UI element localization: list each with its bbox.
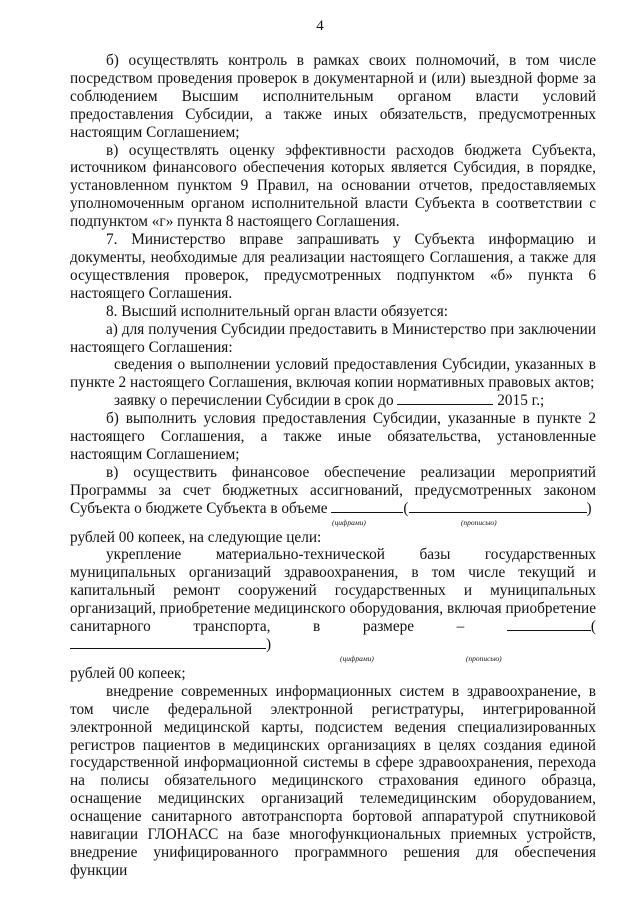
paragraph-it-systems: внедрение современных информационных систем в здравоохранение, в том числе федеральной электронной регистратуры, интегрированной электронной медицинской карты, подсистем ведения специализированных регистров пациентов в медицинских организациях в целях создания единой государственной информационной системы в сфере здравоохранения, перехода на полисы обязательного медицинского страхования единого образца, оснащение медицинских организаций телемедицинским оборудованием, оснащение санитарного автотранспорта бортовой аппаратурой спутниковой навигации ГЛОНАСС на базе многофункциональных приемных устройств, внедрение унифицированного программного решения для обеспечения функции <box>70 682 596 879</box>
paragraph-7: 7. Министерство вправе запрашивать у Субъекта информацию и документы, необходимые для реализации настоящего Соглашения, а также для осуществления проверок, предусмотренных подпунктом «б» пункта 6 настоящего Соглашения. <box>70 231 596 302</box>
deadline-date-blank <box>397 392 493 405</box>
paragraph-8: 8. Высший исполнительный орган власти обязуется: <box>106 302 449 320</box>
equipment-digits-blank <box>507 618 591 631</box>
amount-digits-blank <box>331 500 403 513</box>
amount-captions <box>70 518 596 528</box>
equipment-text: укрепление материально-технической базы государственных муниципальных организаций здравоохранения, в том числе текущий и капитальный ремонт сооружений государственных и муниципальных организаций, приобретение медицинского оборудования, включая приобретение санитарного транспорта, в размере – <box>70 546 596 636</box>
paragraph-8v: в) осуществить финансовое обеспечение реализации мероприятий Программы за счет бюджетных ассигнований, предусмотренных законом Субъекта о бюджете Субъекта в объеме ( ) <box>70 463 596 517</box>
caption-words: (прописью) <box>460 517 497 527</box>
equipment-captions <box>70 654 596 664</box>
amount-words-blank <box>409 500 587 513</box>
paragraph-equipment: укрепление материально-технической базы государственных муниципальных организаций здравоохранения, в том числе текущий и капитальный ремонт сооружений государственных и муниципальных организаций, приобретение медицинского оборудования, включая приобретение санитарного транспорта, в размере – () <box>70 546 596 653</box>
paragraph-8a: а) для получения Субсидии предоставить в Министерство при заключении настоящего Соглашения: <box>70 320 596 356</box>
rubles-line-2: рублей 00 копеек; <box>70 664 186 682</box>
request-deadline-text: заявку о перечислении Субсидии в срок до <box>114 392 394 410</box>
page-number: 4 <box>316 18 324 34</box>
paragraph-6v: в) осуществлять оценку эффективности расходов бюджета Субъекта, источником финансового обеспечения которых является Субсидия, в порядке, установленном пунктом 9 Правил, на основании отчетов, предоставляемых уполномоченным органом исполнительной власти Субъекта в соответствии с подпунктом «г» пункта 8 настоящего Соглашения. <box>70 141 596 231</box>
caption-words-2: (прописью) <box>465 653 502 663</box>
equipment-words-blank <box>70 636 266 649</box>
caption-digits: (цифрами) <box>332 517 366 527</box>
paragraph-6b: б) осуществлять контроль в рамках своих полномочий, в том числе посредством проведения проверок в документарной и (или) выездной форме за соблюдением Высшим исполнительным органом власти условий предоставления Субсидии, а также иных обязательств, предусмотренных настоящим Соглашением; <box>70 52 596 141</box>
document-body <box>70 52 596 880</box>
caption-digits-2: (цифрами) <box>340 653 374 663</box>
paragraph-8b: б) выполнить условия предоставления Субсидии, указанные в пункте 2 настоящего Соглашения, а также иные обязательства, установленные настоящим Соглашением; <box>70 410 596 463</box>
rubles-line-1: рублей 00 копеек, на следующие цели: <box>70 528 322 546</box>
paragraph-8a-info: сведения о выполнении условий предоставления Субсидии, указанных в пункте 2 настоящего Соглашения, включая копии нормативных правовых актов; <box>70 356 596 392</box>
request-year-text: 2015 г.; <box>497 392 545 410</box>
paragraph-8a-request <box>70 392 596 410</box>
funding-text: в) осуществить финансовое обеспечение реализации мероприятий Программы за счет бюджетных ассигнований, предусмотренных законом Субъекта о бюджете Субъекта в объеме <box>70 463 596 517</box>
